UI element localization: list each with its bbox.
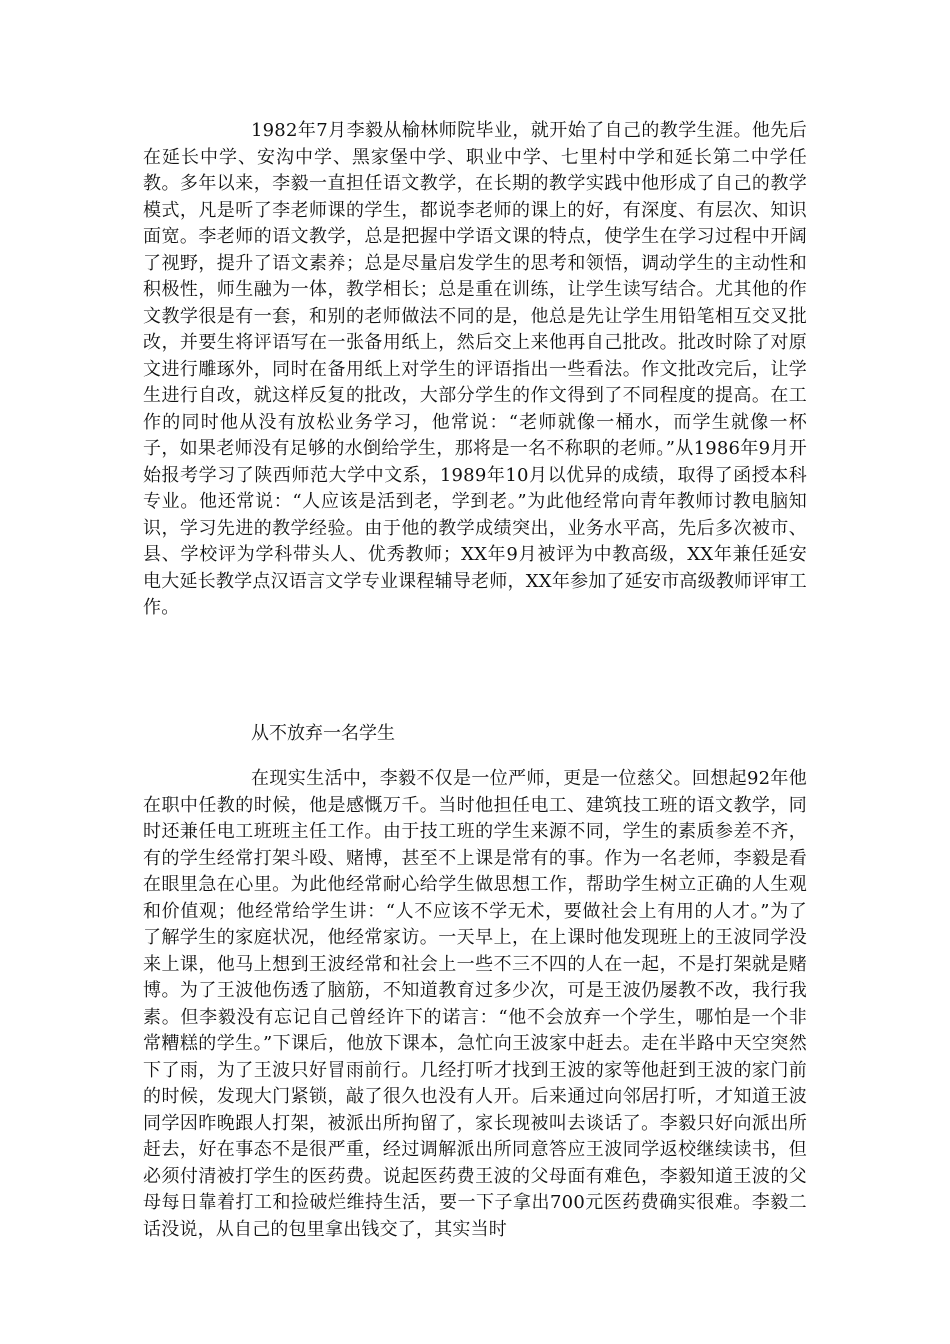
- biography-paragraph: 1982年7月李毅从榆林师院毕业，就开始了自己的教学生涯。他先后在延长中学、安沟中学、黑家堡中学、职业中学、七里村中学和延长第二中学任教。多年以来，李毅一直担任语文教学，在长期的教学实践中他形成了自己的教学模式，凡是听了李老师课的学生，都说李老师的课上的好，有深度、有层次、知识面宽。李老师的语文教学，总是把握中学语文课的特点，使学生在学习过程中开阔了视野，提升了语文素养；总是尽量启发学生的思考和领悟，调动学生的主动性和积极性，师生融为一体，教学相长；总是重在训练，让学生读写结合。尤其他的作文教学很是有一套，和别的老师做法不同的是，他总是先让学生用铅笔相互交叉批改，并要生将评语写在一张备用纸上，然后交上来他再自己批改。批改时除了对原文进行雕琢外，同时在备用纸上对学生的评语指出一些看法。作文批改完后，让学生进行自改，就这样反复的批改，大部分学生的作文得到了不同程度的提高。在工作的同时他从没有放松业务学习，他常说：“老师就像一桶水，而学生就像一杯子，如果老师没有足够的水倒给学生，那将是一名不称职的老师。”从1986年9月开始报考学习了陕西师范大学中文系，1989年10月以优异的成绩，取得了函授本科专业。他还常说：“人应该是活到老，学到老。”为此他经常向青年教师讨教电脑知识，学习先进的教学经验。由于他的教学成绩突出，业务水平高，先后多次被市、县、学校评为学科带头人、优秀教师；XX年9月被评为中教高级，XX年兼任延安电大延长教学点汉语言文学专业课程辅导老师，XX年参加了延安市高级教师评审工作。: [143, 120, 807, 618]
- student-story-section: [143, 766, 807, 1243]
- biography-section: [143, 118, 807, 622]
- section-heading: 从不放弃一名学生: [251, 723, 395, 744]
- student-story-paragraph: 在现实生活中，李毅不仅是一位严师，更是一位慈父。回想起92年他在职中任教的时候，他是感慨万千。当时他担任电工、建筑技工班的语文教学，同时还兼任电工班班主任工作。由于技工班的学生来源不同，学生的素质参差不齐，有的学生经常打架斗殴、赌博，甚至不上课是常有的事。作为一名老师，李毅是看在眼里急在心里。为此他经常耐心给学生做思想工作，帮助学生树立正确的人生观和价值观；他经常给学生讲：“人不应该不学无术，要做社会上有用的人才。”为了了解学生的家庭状况，他经常家访。一天早上，在上课时他发现班上的王波同学没来上课，他马上想到王波经常和社会上一些不三不四的人在一起，不是打架就是赌博。为了王波他伤透了脑筋，不知道教育过多少次，可是王波仍屡教不改，我行我素。但李毅没有忘记自己曾经许下的诺言：“他不会放弃一个学生，哪怕是一个非常糟糕的学生。”下课后，他放下课本，急忙向王波家中赶去。走在半路中天空突然下了雨，为了王波只好冒雨前行。几经打听才找到王波的家等他赶到王波的家门前的时候，发现大门紧锁，敲了很久也没有人开。后来通过向邻居打听，才知道王波同学因昨晚跟人打架，被派出所拘留了，家长现被叫去谈话了。李毅只好向派出所赶去，好在事态不是很严重，经过调解派出所同意答应王波同学返校继续读书，但必须付清被打学生的医药费。说起医药费王波的父母面有难色，李毅知道王波的父母每日靠着打工和捡破烂维持生活，要一下子拿出700元医药费确实很难。李毅二话没说，从自己的包里拿出钱交了，其实当时: [143, 768, 807, 1240]
